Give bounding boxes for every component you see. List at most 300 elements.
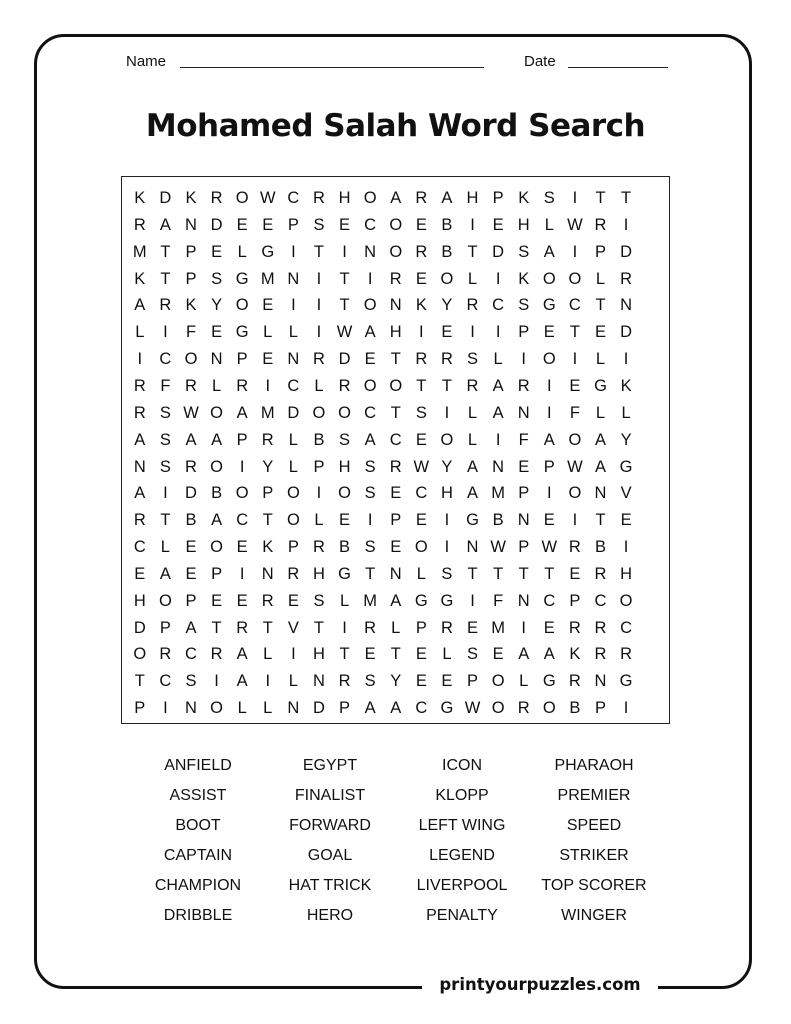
grid-letter[interactable]: A xyxy=(467,484,479,503)
grid-letter[interactable]: R xyxy=(338,672,351,691)
grid-letter[interactable]: L xyxy=(288,457,298,476)
grid-letter[interactable]: E xyxy=(236,215,248,234)
grid-letter[interactable]: I xyxy=(572,350,578,369)
grid-letter[interactable]: A xyxy=(518,645,530,664)
grid-letter[interactable]: N xyxy=(185,215,197,234)
grid-letter[interactable]: S xyxy=(415,403,427,422)
grid-letter[interactable]: L xyxy=(263,645,273,664)
grid-letter[interactable]: N xyxy=(594,672,607,691)
grid-letter[interactable]: P xyxy=(339,699,351,718)
grid-letter[interactable]: R xyxy=(466,376,479,395)
grid-letter[interactable]: E xyxy=(262,215,274,234)
grid-letter[interactable]: T xyxy=(390,645,401,664)
grid-letter[interactable]: R xyxy=(620,269,633,288)
grid-letter[interactable]: T xyxy=(467,242,478,261)
grid-letter[interactable]: N xyxy=(620,296,633,315)
grid-letter[interactable]: A xyxy=(594,430,606,449)
grid-letter[interactable]: R xyxy=(210,189,223,207)
grid-letter[interactable]: L xyxy=(416,564,426,583)
grid-letter[interactable]: H xyxy=(389,323,402,342)
grid-letter[interactable]: G xyxy=(338,564,351,583)
grid-letter[interactable]: R xyxy=(133,403,146,422)
grid-letter[interactable]: N xyxy=(466,538,479,557)
grid-letter[interactable]: O xyxy=(568,484,582,503)
grid-letter[interactable]: K xyxy=(415,296,427,315)
grid-letter[interactable]: A xyxy=(236,672,248,691)
grid-letter[interactable]: H xyxy=(440,484,453,503)
grid-letter[interactable]: I xyxy=(291,242,296,261)
grid-letter[interactable]: E xyxy=(492,645,504,664)
grid-letter[interactable]: G xyxy=(619,672,633,691)
grid-letter[interactable]: P xyxy=(236,350,248,369)
grid-letter[interactable]: O xyxy=(286,484,300,503)
grid-letter[interactable]: O xyxy=(235,484,249,503)
grid-letter[interactable]: A xyxy=(211,511,223,530)
grid-letter[interactable]: D xyxy=(133,618,146,637)
grid-letter[interactable]: R xyxy=(594,618,607,637)
grid-letter[interactable]: O xyxy=(338,484,351,503)
grid-letter[interactable]: A xyxy=(492,403,504,422)
grid-letter[interactable]: N xyxy=(492,457,505,476)
grid-letter[interactable]: R xyxy=(236,618,249,637)
name-field[interactable] xyxy=(180,67,484,68)
grid-letter[interactable]: B xyxy=(569,699,581,718)
grid-letter[interactable]: V xyxy=(620,484,632,503)
grid-letter[interactable]: I xyxy=(521,350,526,369)
grid-letter[interactable]: I xyxy=(265,672,271,691)
grid-letter[interactable]: O xyxy=(286,511,300,530)
grid-letter[interactable]: C xyxy=(594,591,607,610)
grid-letter[interactable]: M xyxy=(491,618,505,637)
grid-letter[interactable]: A xyxy=(441,189,453,207)
grid-letter[interactable]: A xyxy=(390,591,402,610)
grid-letter[interactable]: O xyxy=(542,699,556,718)
grid-letter[interactable]: K xyxy=(134,189,146,207)
grid-letter[interactable]: O xyxy=(312,403,326,422)
grid-letter[interactable]: G xyxy=(235,269,249,288)
grid-letter[interactable]: A xyxy=(134,296,146,315)
grid-letter[interactable]: O xyxy=(389,242,403,261)
grid-letter[interactable]: C xyxy=(415,699,428,718)
grid-letter[interactable]: I xyxy=(444,403,450,422)
grid-letter[interactable]: L xyxy=(263,699,273,718)
grid-letter[interactable]: I xyxy=(316,269,322,288)
grid-letter[interactable]: M xyxy=(260,403,275,422)
grid-letter[interactable]: L xyxy=(314,376,324,395)
grid-letter[interactable]: A xyxy=(543,645,555,664)
grid-letter[interactable]: R xyxy=(133,215,146,234)
grid-letter[interactable]: B xyxy=(185,511,197,530)
grid-letter[interactable]: C xyxy=(492,296,505,315)
grid-letter[interactable]: F xyxy=(160,376,171,395)
grid-letter[interactable]: A xyxy=(364,323,376,342)
grid-letter[interactable]: N xyxy=(287,350,300,369)
grid-letter[interactable]: R xyxy=(312,189,325,207)
grid-letter[interactable]: D xyxy=(492,242,505,261)
grid-letter[interactable]: T xyxy=(339,269,350,288)
grid-letter[interactable]: N xyxy=(389,564,402,583)
grid-letter[interactable]: R xyxy=(261,430,274,449)
grid-letter[interactable]: P xyxy=(211,564,223,583)
grid-letter[interactable]: E xyxy=(415,645,427,664)
grid-letter[interactable]: K xyxy=(620,376,632,395)
grid-letter[interactable]: P xyxy=(185,269,197,288)
grid-letter[interactable]: E xyxy=(518,457,530,476)
grid-letter[interactable]: G xyxy=(261,242,275,261)
grid-letter[interactable]: P xyxy=(185,242,197,261)
grid-letter[interactable]: R xyxy=(389,457,402,476)
grid-letter[interactable]: G xyxy=(542,672,556,691)
grid-letter[interactable]: O xyxy=(133,645,147,664)
grid-letter[interactable]: W xyxy=(464,699,481,718)
grid-letter[interactable]: R xyxy=(364,618,377,637)
grid-letter[interactable]: L xyxy=(288,430,298,449)
grid-letter[interactable]: L xyxy=(467,403,478,422)
grid-letter[interactable]: I xyxy=(419,323,424,342)
grid-letter[interactable]: P xyxy=(415,618,427,637)
grid-letter[interactable]: L xyxy=(288,672,298,691)
grid-letter[interactable]: O xyxy=(210,403,223,422)
grid-letter[interactable]: D xyxy=(159,189,172,207)
grid-letter[interactable]: I xyxy=(572,511,578,530)
grid-letter[interactable]: P xyxy=(236,430,248,449)
grid-letter[interactable]: S xyxy=(518,296,530,315)
grid-letter[interactable]: E xyxy=(441,323,453,342)
grid-letter[interactable]: P xyxy=(390,511,402,530)
grid-letter[interactable]: O xyxy=(440,430,454,449)
grid-letter[interactable]: R xyxy=(517,699,530,718)
grid-letter[interactable]: E xyxy=(364,350,376,369)
grid-letter[interactable]: I xyxy=(367,511,373,530)
grid-letter[interactable]: E xyxy=(594,323,606,342)
grid-letter[interactable]: I xyxy=(495,323,501,342)
grid-letter[interactable]: I xyxy=(521,618,526,637)
grid-letter[interactable]: E xyxy=(211,323,223,342)
grid-letter[interactable]: P xyxy=(134,699,146,718)
grid-letter[interactable]: R xyxy=(210,645,223,664)
grid-letter[interactable]: K xyxy=(262,538,274,557)
grid-letter[interactable]: E xyxy=(415,511,427,530)
grid-letter[interactable]: E xyxy=(211,591,223,610)
grid-letter[interactable]: O xyxy=(389,376,403,395)
grid-letter[interactable]: E xyxy=(134,564,146,583)
grid-letter[interactable]: H xyxy=(312,564,325,583)
grid-letter[interactable]: G xyxy=(440,591,454,610)
grid-letter[interactable]: S xyxy=(364,484,376,503)
grid-letter[interactable]: H xyxy=(338,457,351,476)
grid-letter[interactable]: E xyxy=(339,511,351,530)
grid-letter[interactable]: I xyxy=(239,457,245,476)
grid-letter[interactable]: D xyxy=(185,484,197,503)
grid-letter[interactable]: K xyxy=(518,189,530,207)
grid-letter[interactable]: C xyxy=(159,672,172,691)
grid-letter[interactable]: G xyxy=(235,323,249,342)
grid-letter[interactable]: T xyxy=(160,269,171,288)
grid-letter[interactable]: E xyxy=(569,376,581,395)
grid-letter[interactable]: S xyxy=(211,269,223,288)
grid-letter[interactable]: L xyxy=(314,511,324,530)
grid-letter[interactable]: R xyxy=(594,215,607,234)
grid-letter[interactable]: M xyxy=(260,269,275,288)
grid-letter[interactable]: O xyxy=(440,269,454,288)
date-field[interactable] xyxy=(568,67,668,68)
grid-letter[interactable]: E xyxy=(262,350,274,369)
grid-letter[interactable]: T xyxy=(313,618,324,637)
grid-letter[interactable]: L xyxy=(391,618,401,637)
grid-letter[interactable]: E xyxy=(287,591,299,610)
grid-letter[interactable]: H xyxy=(620,564,633,583)
grid-letter[interactable]: W xyxy=(567,215,583,234)
grid-letter[interactable]: O xyxy=(542,269,556,288)
grid-letter[interactable]: A xyxy=(364,430,376,449)
grid-letter[interactable]: B xyxy=(313,430,325,449)
grid-letter[interactable]: I xyxy=(470,323,475,342)
grid-letter[interactable]: L xyxy=(595,269,606,288)
grid-letter[interactable]: I xyxy=(265,376,271,395)
grid-letter[interactable]: Y xyxy=(262,457,274,476)
grid-letter[interactable]: S xyxy=(159,457,171,476)
grid-letter[interactable]: H xyxy=(466,189,479,207)
grid-letter[interactable]: I xyxy=(316,484,322,503)
grid-letter[interactable]: T xyxy=(569,323,580,342)
grid-letter[interactable]: C xyxy=(236,511,249,530)
grid-letter[interactable]: R xyxy=(312,538,325,557)
grid-letter[interactable]: T xyxy=(390,403,401,422)
grid-letter[interactable]: F xyxy=(185,323,197,342)
grid-letter[interactable]: L xyxy=(263,323,273,342)
grid-letter[interactable]: R xyxy=(568,672,581,691)
grid-letter[interactable]: O xyxy=(235,296,249,315)
grid-letter[interactable]: C xyxy=(389,430,402,449)
grid-letter[interactable]: I xyxy=(572,189,578,207)
grid-letter[interactable]: N xyxy=(210,350,223,369)
grid-letter[interactable]: R xyxy=(159,645,172,664)
grid-letter[interactable]: L xyxy=(135,323,145,342)
grid-letter[interactable]: E xyxy=(441,672,453,691)
grid-letter[interactable]: C xyxy=(364,403,377,422)
grid-letter[interactable]: R xyxy=(185,376,197,395)
grid-letter[interactable]: S xyxy=(159,430,171,449)
grid-letter[interactable]: I xyxy=(547,376,552,395)
grid-letter[interactable]: I xyxy=(239,564,245,583)
grid-letter[interactable]: A xyxy=(159,215,171,234)
grid-letter[interactable]: N xyxy=(389,296,402,315)
grid-letter[interactable]: S xyxy=(518,242,530,261)
grid-letter[interactable]: I xyxy=(623,699,629,718)
grid-letter[interactable]: R xyxy=(620,645,633,664)
grid-letter[interactable]: N xyxy=(364,242,377,261)
grid-letter[interactable]: R xyxy=(415,350,428,369)
grid-letter[interactable]: A xyxy=(390,189,402,207)
grid-letter[interactable]: R xyxy=(568,538,581,557)
grid-letter[interactable]: A xyxy=(543,430,555,449)
grid-letter[interactable]: H xyxy=(338,189,351,207)
grid-letter[interactable]: R xyxy=(568,618,581,637)
grid-letter[interactable]: E xyxy=(262,296,274,315)
grid-letter[interactable]: A xyxy=(134,430,146,449)
grid-letter[interactable]: E xyxy=(185,538,197,557)
grid-letter[interactable]: T xyxy=(518,564,529,583)
grid-letter[interactable]: P xyxy=(287,538,299,557)
grid-letter[interactable]: S xyxy=(364,538,376,557)
grid-letter[interactable]: T xyxy=(544,564,555,583)
grid-letter[interactable]: K xyxy=(185,189,197,207)
grid-letter[interactable]: L xyxy=(339,591,350,610)
grid-letter[interactable]: A xyxy=(185,618,197,637)
grid-letter[interactable]: S xyxy=(313,215,325,234)
grid-letter[interactable]: B xyxy=(211,484,223,503)
grid-letter[interactable]: T xyxy=(595,189,606,207)
grid-letter[interactable]: A xyxy=(492,376,504,395)
grid-letter[interactable]: R xyxy=(440,618,453,637)
grid-letter[interactable]: S xyxy=(441,564,453,583)
grid-letter[interactable]: M xyxy=(363,591,378,610)
grid-letter[interactable]: O xyxy=(210,538,223,557)
grid-letter[interactable]: P xyxy=(185,591,197,610)
grid-letter[interactable]: B xyxy=(441,242,453,261)
grid-letter[interactable]: T xyxy=(262,511,273,530)
grid-letter[interactable]: S xyxy=(185,672,197,691)
grid-letter[interactable]: E xyxy=(390,538,402,557)
grid-letter[interactable]: S xyxy=(339,430,351,449)
grid-letter[interactable]: I xyxy=(444,538,450,557)
grid-letter[interactable]: I xyxy=(137,350,143,369)
grid-letter[interactable]: G xyxy=(542,296,556,315)
grid-letter[interactable]: A xyxy=(594,457,606,476)
grid-letter[interactable]: R xyxy=(440,350,453,369)
grid-letter[interactable]: O xyxy=(235,189,249,207)
grid-letter[interactable]: E xyxy=(543,618,555,637)
grid-letter[interactable]: I xyxy=(316,296,322,315)
grid-letter[interactable]: B xyxy=(441,215,453,234)
grid-letter[interactable]: D xyxy=(312,699,325,718)
grid-letter[interactable]: I xyxy=(342,618,347,637)
grid-letter[interactable]: D xyxy=(210,215,223,234)
grid-letter[interactable]: C xyxy=(287,189,300,207)
grid-letter[interactable]: T xyxy=(313,242,324,261)
grid-letter[interactable]: I xyxy=(163,699,168,718)
grid-letter[interactable]: T xyxy=(262,618,273,637)
grid-letter[interactable]: L xyxy=(160,538,170,557)
grid-letter[interactable]: E xyxy=(415,269,427,288)
grid-letter[interactable]: R xyxy=(261,591,274,610)
grid-letter[interactable]: M xyxy=(491,484,505,503)
grid-letter[interactable]: O xyxy=(210,457,223,476)
grid-letter[interactable]: G xyxy=(466,511,479,530)
grid-letter[interactable]: R xyxy=(185,457,197,476)
grid-letter[interactable]: Y xyxy=(441,457,453,476)
grid-letter[interactable]: O xyxy=(542,350,556,369)
grid-letter[interactable]: L xyxy=(237,242,247,261)
grid-letter[interactable]: P xyxy=(287,215,299,234)
grid-letter[interactable]: P xyxy=(569,591,581,610)
grid-letter[interactable]: D xyxy=(287,403,300,422)
grid-letter[interactable]: L xyxy=(595,350,606,369)
grid-letter[interactable]: L xyxy=(467,430,478,449)
grid-letter[interactable]: O xyxy=(338,403,351,422)
grid-letter[interactable]: M xyxy=(132,242,147,261)
grid-letter[interactable]: L xyxy=(467,269,478,288)
grid-letter[interactable]: R xyxy=(389,269,402,288)
grid-letter[interactable]: E xyxy=(415,672,427,691)
grid-letter[interactable]: R xyxy=(236,376,249,395)
grid-letter[interactable]: V xyxy=(287,618,299,637)
grid-letter[interactable]: N xyxy=(312,672,325,691)
grid-letter[interactable]: A xyxy=(467,457,479,476)
grid-letter[interactable]: I xyxy=(214,672,219,691)
grid-letter[interactable]: H xyxy=(517,215,530,234)
grid-letter[interactable]: N xyxy=(287,269,300,288)
grid-letter[interactable]: K xyxy=(185,296,197,315)
grid-letter[interactable]: E xyxy=(569,564,581,583)
grid-letter[interactable]: C xyxy=(620,618,633,637)
grid-letter[interactable]: P xyxy=(159,618,171,637)
grid-letter[interactable]: N xyxy=(185,699,197,718)
grid-letter[interactable]: D xyxy=(338,350,351,369)
grid-letter[interactable]: I xyxy=(547,403,552,422)
grid-letter[interactable]: S xyxy=(313,591,325,610)
grid-letter[interactable]: P xyxy=(313,457,325,476)
grid-letter[interactable]: A xyxy=(390,699,402,718)
grid-letter[interactable]: L xyxy=(595,403,606,422)
grid-letter[interactable]: R xyxy=(594,645,607,664)
grid-letter[interactable]: Y xyxy=(620,430,632,449)
grid-letter[interactable]: O xyxy=(414,538,428,557)
grid-letter[interactable]: I xyxy=(547,484,552,503)
grid-letter[interactable]: E xyxy=(211,242,223,261)
grid-letter[interactable]: S xyxy=(159,403,171,422)
grid-letter[interactable]: E xyxy=(415,430,427,449)
grid-letter[interactable]: I xyxy=(291,296,296,315)
grid-letter[interactable]: G xyxy=(440,699,454,718)
grid-letter[interactable]: L xyxy=(211,376,222,395)
grid-letter[interactable]: R xyxy=(287,564,300,583)
grid-letter[interactable]: W xyxy=(336,323,353,342)
grid-letter[interactable]: S xyxy=(467,350,479,369)
grid-letter[interactable]: S xyxy=(467,645,479,664)
grid-letter[interactable]: B xyxy=(339,538,351,557)
grid-letter[interactable]: T xyxy=(595,511,606,530)
grid-letter[interactable]: I xyxy=(495,269,501,288)
grid-letter[interactable]: L xyxy=(544,215,554,234)
grid-letter[interactable]: L xyxy=(442,645,452,664)
grid-letter[interactable]: B xyxy=(492,511,504,530)
grid-letter[interactable]: P xyxy=(594,699,606,718)
grid-letter[interactable]: W xyxy=(490,538,506,557)
grid-letter[interactable]: R xyxy=(594,564,607,583)
grid-letter[interactable]: T xyxy=(441,376,452,395)
grid-letter[interactable]: I xyxy=(342,242,347,261)
grid-letter[interactable]: A xyxy=(185,430,197,449)
grid-letter[interactable]: W xyxy=(567,457,583,476)
grid-letter[interactable]: O xyxy=(158,591,172,610)
grid-letter[interactable]: E xyxy=(543,323,555,342)
grid-letter[interactable]: P xyxy=(518,323,530,342)
grid-letter[interactable]: E xyxy=(185,564,197,583)
grid-letter[interactable]: O xyxy=(389,215,403,234)
grid-letter[interactable]: W xyxy=(541,538,558,557)
grid-letter[interactable]: P xyxy=(492,189,504,207)
grid-letter[interactable]: E xyxy=(467,618,479,637)
grid-letter[interactable]: O xyxy=(184,350,198,369)
grid-letter[interactable]: L xyxy=(519,672,529,691)
grid-letter[interactable]: I xyxy=(572,242,578,261)
grid-letter[interactable]: T xyxy=(467,564,478,583)
grid-letter[interactable]: D xyxy=(620,323,633,342)
grid-letter[interactable]: T xyxy=(339,296,350,315)
grid-letter[interactable]: E xyxy=(236,591,248,610)
grid-letter[interactable]: W xyxy=(183,403,199,422)
